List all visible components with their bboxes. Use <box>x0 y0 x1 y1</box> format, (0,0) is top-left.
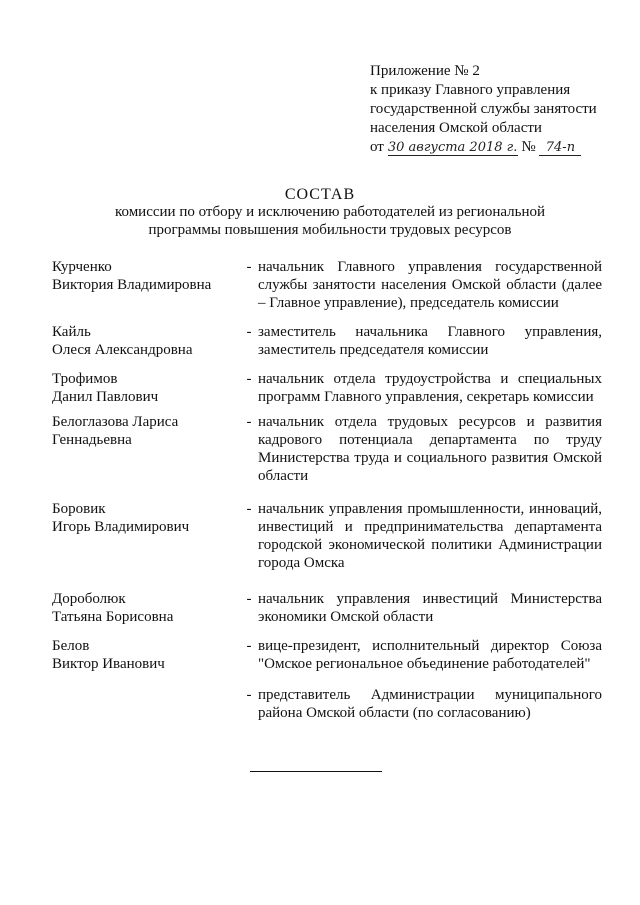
member-dash: - <box>246 687 252 703</box>
member-dash: - <box>246 324 252 340</box>
member-surname: Кайль <box>52 324 91 340</box>
appendix-number: Приложение № 2 <box>370 63 480 79</box>
member-row <box>52 370 612 406</box>
member-name <box>52 370 240 406</box>
from-label: от <box>370 139 384 155</box>
member-given-names: Геннадьевна <box>52 432 132 448</box>
member-role: представитель Администрации муниципального района Омской области (по согласованию) <box>258 687 602 721</box>
member-given-names: Виктор Иванович <box>52 656 165 672</box>
member-name <box>52 500 240 572</box>
member-role: вице-президент, исполнительный директор Союза "Омское региональное объединение работодателей" <box>258 638 602 672</box>
number-label: № <box>521 139 536 155</box>
member-role: начальник управления промышленности, инноваций, инвестиций и предпринимательства департамента городской экономической политики Администрации города Омска <box>258 501 602 571</box>
member-name <box>52 413 240 485</box>
member-dash: - <box>246 371 252 387</box>
subtitle-line-1: комиссии по отбору и исключению работодателей из региональной <box>114 204 546 220</box>
member-given-names: Данил Павлович <box>52 389 159 405</box>
member-name <box>52 686 240 722</box>
member-surname: Боровик <box>52 501 106 517</box>
member-role: начальник управления инвестиций Министерства экономики Омской области <box>258 591 602 625</box>
appendix-header <box>370 62 630 157</box>
member-row <box>52 637 612 673</box>
member-surname: Белов <box>52 638 90 654</box>
member-surname: Дороболюк <box>52 591 126 607</box>
member-name <box>52 637 240 673</box>
member-given-names: Татьяна Борисовна <box>52 609 174 625</box>
handwritten-date: 30 августа 2018 г. <box>387 140 518 155</box>
appendix-date-line <box>370 138 630 157</box>
member-dash: - <box>246 638 252 654</box>
member-dash: - <box>246 259 252 275</box>
member-dash: - <box>246 501 252 517</box>
member-name <box>52 258 240 312</box>
member-surname: Курченко <box>52 259 112 275</box>
member-name <box>52 590 240 626</box>
member-name <box>52 323 240 359</box>
member-surname: Белоглазова Лариса <box>52 414 179 430</box>
member-dash: - <box>246 414 252 430</box>
member-role: начальник отдела трудоустройства и специальных программ Главного управления, секретарь комиссии <box>258 371 602 405</box>
member-given-names: Виктория Владимировна <box>52 277 212 293</box>
member-row <box>52 590 612 626</box>
member-row <box>52 413 612 485</box>
member-row <box>52 686 612 722</box>
member-dash: - <box>246 591 252 607</box>
appendix-order-ref: к приказу Главного управления <box>370 82 571 98</box>
member-role: начальник отдела трудовых ресурсов и развития кадрового потенциала департамента по труду Министерства труда и социального развития Омской области <box>258 414 602 484</box>
subtitle-line-2: программы повышения мобильности трудовых ресурсов <box>148 222 512 238</box>
member-role: начальник Главного управления государственной службы занятости населения Омской области (далее – Главное управление), председатель комиссии <box>258 259 602 311</box>
closing-separator-line <box>250 771 382 772</box>
member-given-names: Олеся Александровна <box>52 342 193 358</box>
document-subtitle <box>80 203 580 239</box>
handwritten-number: 74-п <box>539 141 581 156</box>
member-row <box>52 500 612 572</box>
appendix-agency-line: государственной службы занятости <box>370 101 597 117</box>
member-given-names: Игорь Владимирович <box>52 519 190 535</box>
appendix-region-line: населения Омской области <box>370 120 542 136</box>
member-row <box>52 258 612 312</box>
document-title: СОСТАВ <box>284 186 356 203</box>
member-role: заместитель начальника Главного управления, заместитель председателя комиссии <box>258 324 602 358</box>
member-row <box>52 323 612 359</box>
commission-members-list <box>52 258 612 721</box>
member-surname: Трофимов <box>52 371 118 387</box>
